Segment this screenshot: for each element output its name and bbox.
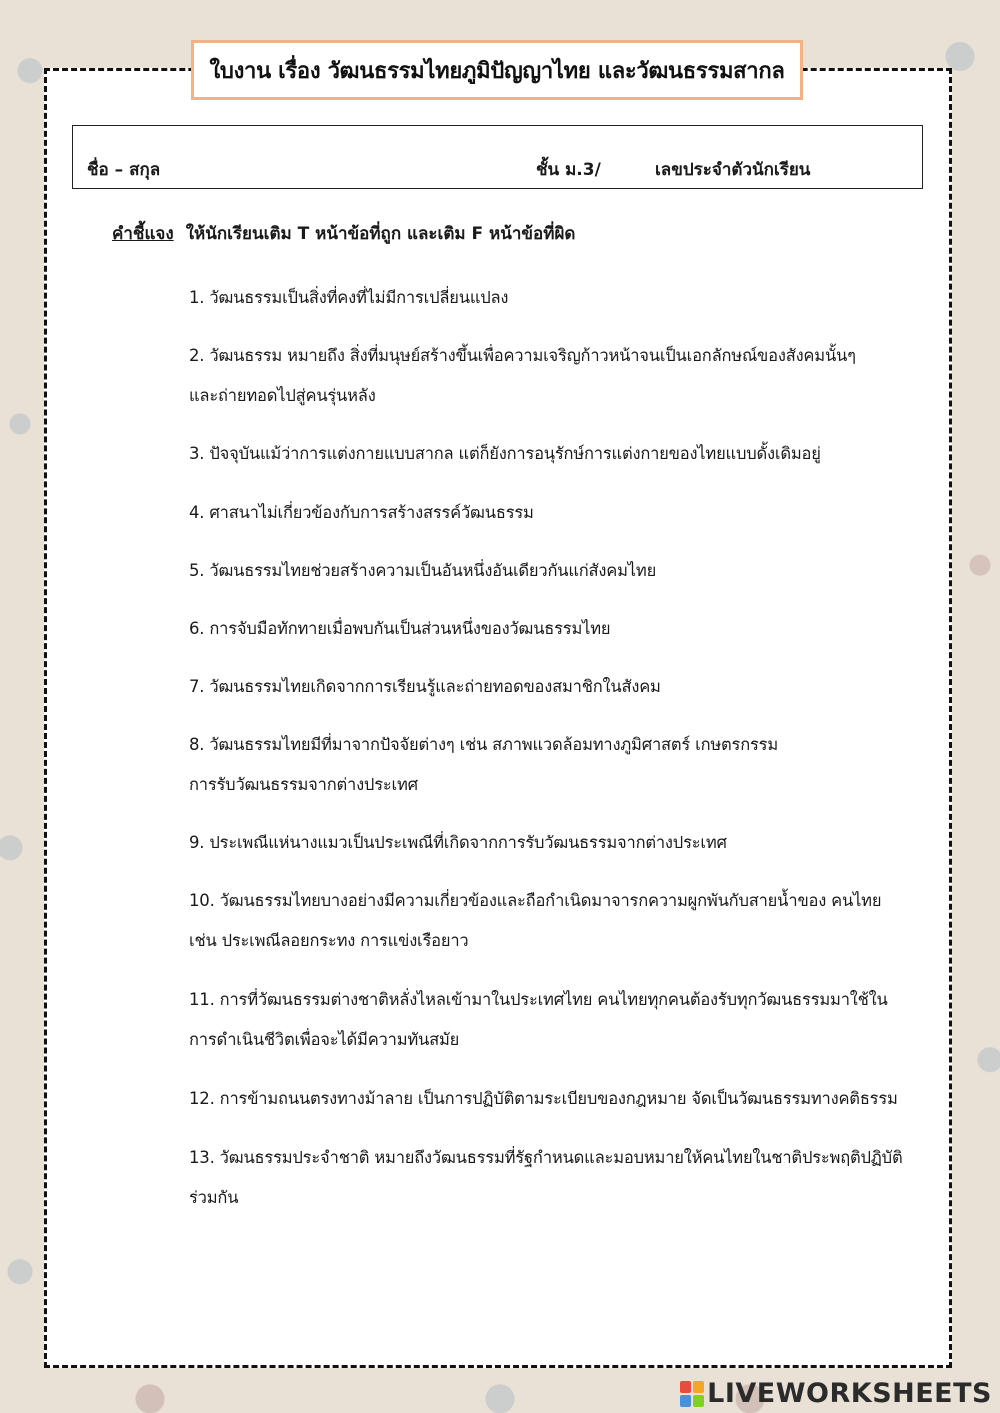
question-9: [189, 823, 914, 863]
question-10: [189, 881, 914, 961]
question-1: [189, 278, 914, 318]
worksheet-title: ใบงาน เรื่อง วัฒนธรรมไทยภูมิปัญญาไทย และวัฒนธรรมสากล: [191, 40, 803, 100]
instruction-label: คำชี้แจง: [112, 224, 174, 244]
watermark-text: LIVEWORKSHEETS: [707, 1378, 992, 1409]
question-line: 4. ศาสนาไม่เกี่ยวข้องกับการสร้างสรรค์วัฒนธรรม: [189, 503, 534, 522]
name-label: ชื่อ – สกุล: [87, 160, 161, 180]
question-12: [189, 1079, 914, 1119]
class-label: ชั้น ม.3/: [536, 160, 601, 180]
question-13: [189, 1138, 914, 1218]
question-8: [189, 725, 914, 805]
question-line: 9. ประเพณีแห่นางแมวเป็นประเพณีที่เกิดจากการรับวัฒนธรรมจากต่างประเทศ: [189, 833, 727, 852]
question-line: และถ่ายทอดไปสู่คนรุ่นหลัง: [189, 386, 376, 405]
question-line: 13. วัฒนธรรมประจำชาติ หมายถึงวัฒนธรรมที่รัฐกำหนดและมอบหมายให้คนไทยในชาติประพฤติปฏิบัติ: [189, 1148, 903, 1167]
question-line: 6. การจับมือทักทายเมื่อพบกันเป็นส่วนหนึ่งของวัฒนธรรมไทย: [189, 619, 611, 638]
instruction: [112, 220, 575, 247]
logo-square: [680, 1395, 691, 1407]
student-info-box: [72, 125, 923, 189]
question-3: [189, 434, 914, 474]
question-6: [189, 609, 914, 649]
question-line: 11. การที่วัฒนธรรมต่างชาติหลั่งไหลเข้ามาในประเทศไทย คนไทยทุกคนต้องรับทุกวัฒนธรรมมาใช้ใน: [189, 990, 888, 1009]
question-line: 7. วัฒนธรรมไทยเกิดจากการเรียนรู้และถ่ายทอดของสมาชิกในสังคม: [189, 677, 661, 696]
question-line: 1. วัฒนธรรมเป็นสิ่งที่คงที่ไม่มีการเปลี่ยนแปลง: [189, 288, 509, 307]
question-line: 10. วัฒนธรรมไทยบางอย่างมีความเกี่ยวข้องและถือกำเนิดมาจารกความผูกพันกับสายน้ำของ คนไทย: [189, 891, 882, 910]
question-line: 5. วัฒนธรรมไทยช่วยสร้างความเป็นอันหนึ่งอันเดียวกันแก่สังคมไทย: [189, 561, 657, 580]
logo-square: [680, 1381, 691, 1393]
question-line: 8. วัฒนธรรมไทยมีที่มาจากปัจจัยต่างๆ เช่น สภาพแวดล้อมทางภูมิศาสตร์ เกษตรกรรม: [189, 735, 779, 754]
question-line: ร่วมกัน: [189, 1188, 239, 1207]
question-5: [189, 551, 914, 591]
liveworksheets-watermark[interactable]: [680, 1378, 992, 1409]
question-line: การรับวัฒนธรรมจากต่างประเทศ: [189, 775, 418, 794]
logo-square: [693, 1381, 704, 1393]
question-7: [189, 667, 914, 707]
question-line: เช่น ประเพณีลอยกระทง การแข่งเรือยาว: [189, 931, 469, 950]
liveworksheets-logo-icon: [680, 1381, 704, 1407]
question-line: 12. การข้ามถนนตรงทางม้าลาย เป็นการปฏิบัติตามระเบียบของกฎหมาย จัดเป็นวัฒนธรรมทางคติธรรม: [189, 1089, 898, 1108]
logo-square: [693, 1395, 704, 1407]
question-line: การดำเนินชีวิตเพื่อจะได้มีความทันสมัย: [189, 1030, 460, 1049]
student-id-label: เลขประจำตัวนักเรียน: [655, 160, 811, 180]
question-line: 3. ปัจจุบันแม้ว่าการแต่งกายแบบสากล แต่ก็ยังการอนุรักษ์การแต่งกายของไทยแบบดั้งเดิมอยู่: [189, 444, 821, 463]
instruction-text: ให้นักเรียนเติม T หน้าข้อที่ถูก และเติม F หน้าข้อที่ผิด: [185, 224, 576, 244]
question-line: 2. วัฒนธรรม หมายถึง สิ่งที่มนุษย์สร้างขึ้นเพื่อความเจริญก้าวหน้าจนเป็นเอกลักษณ์ของสังคมนั้นๆ: [189, 346, 856, 365]
question-4: [189, 493, 914, 533]
question-11: [189, 980, 914, 1060]
question-2: [189, 336, 914, 416]
